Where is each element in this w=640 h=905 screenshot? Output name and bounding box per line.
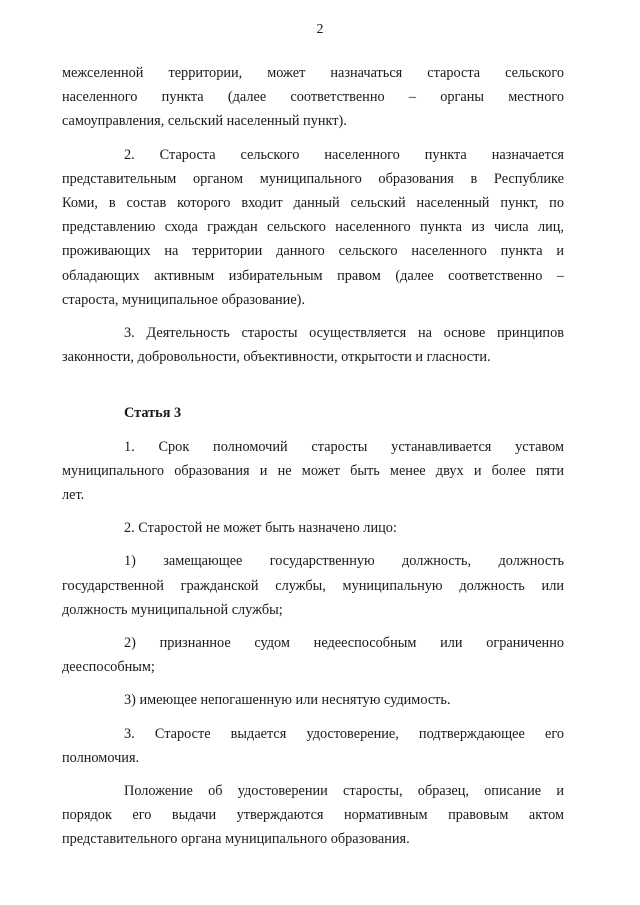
text-line: самоуправления, сельский населенный пункт).	[62, 113, 347, 130]
text-line: порядок его выдачи утверждаются нормативным правовым актом	[62, 807, 564, 824]
text-line: государственной гражданской службы, муниципальную должность или	[62, 577, 564, 594]
list-item-start: 1) замещающее государственную должность, должность	[124, 553, 564, 570]
text-line: обладающих активным избирательным правом (далее соответственно –	[62, 267, 564, 284]
paragraph-start: 2. Староста сельского населенного пункта назначается	[124, 146, 564, 163]
text-line: Коми, в состав которого входит данный сельский населенный пункт, по	[62, 195, 564, 212]
text-line: межселенной территории, может назначаться староста сельского	[62, 65, 564, 81]
text-line: проживающих на территории данного сельского населенного пункта и	[62, 243, 564, 260]
text-line: представлению схода граждан сельского населенного пункта из числа лиц,	[62, 219, 564, 236]
paragraph-start: 1. Срок полномочий старосты устанавливается уставом	[124, 438, 564, 455]
paragraph-start: 3. Деятельность старосты осуществляется на основе принципов	[124, 325, 564, 342]
text-line: населенного пункта (далее соответственно – органы местного	[62, 89, 564, 106]
text-line: староста, муниципальное образование).	[62, 291, 306, 308]
text-line: представительного органа муниципального образования.	[62, 831, 410, 848]
page-number: 2	[316, 22, 324, 37]
text-line: лет.	[62, 487, 85, 504]
text-line: муниципального образования и не может быть менее двух и более пяти	[62, 462, 564, 479]
text-line: должность муниципальной службы;	[62, 601, 283, 618]
paragraph-start: 2. Старостой не может быть назначено лицо:	[124, 520, 397, 537]
list-item-start: 3) имеющее непогашенную или неснятую судимость.	[124, 692, 451, 709]
text-line: дееспособным;	[62, 659, 155, 676]
text-line: полномочия.	[62, 749, 140, 766]
document-body	[62, 61, 564, 852]
paragraph-start: Положение об удостоверении старосты, образец, описание и	[124, 783, 564, 800]
paragraph-start: 3. Старосте выдается удостоверение, подтверждающее его	[124, 725, 564, 742]
list-item-start: 2) признанное судом недееспособным или ограниченно	[124, 635, 564, 652]
text-line: законности, добровольности, объективности, открытости и гласности.	[62, 349, 491, 366]
text-line: представительным органом муниципального образования в Республике	[62, 170, 564, 187]
article-heading: Статья 3	[124, 405, 182, 422]
